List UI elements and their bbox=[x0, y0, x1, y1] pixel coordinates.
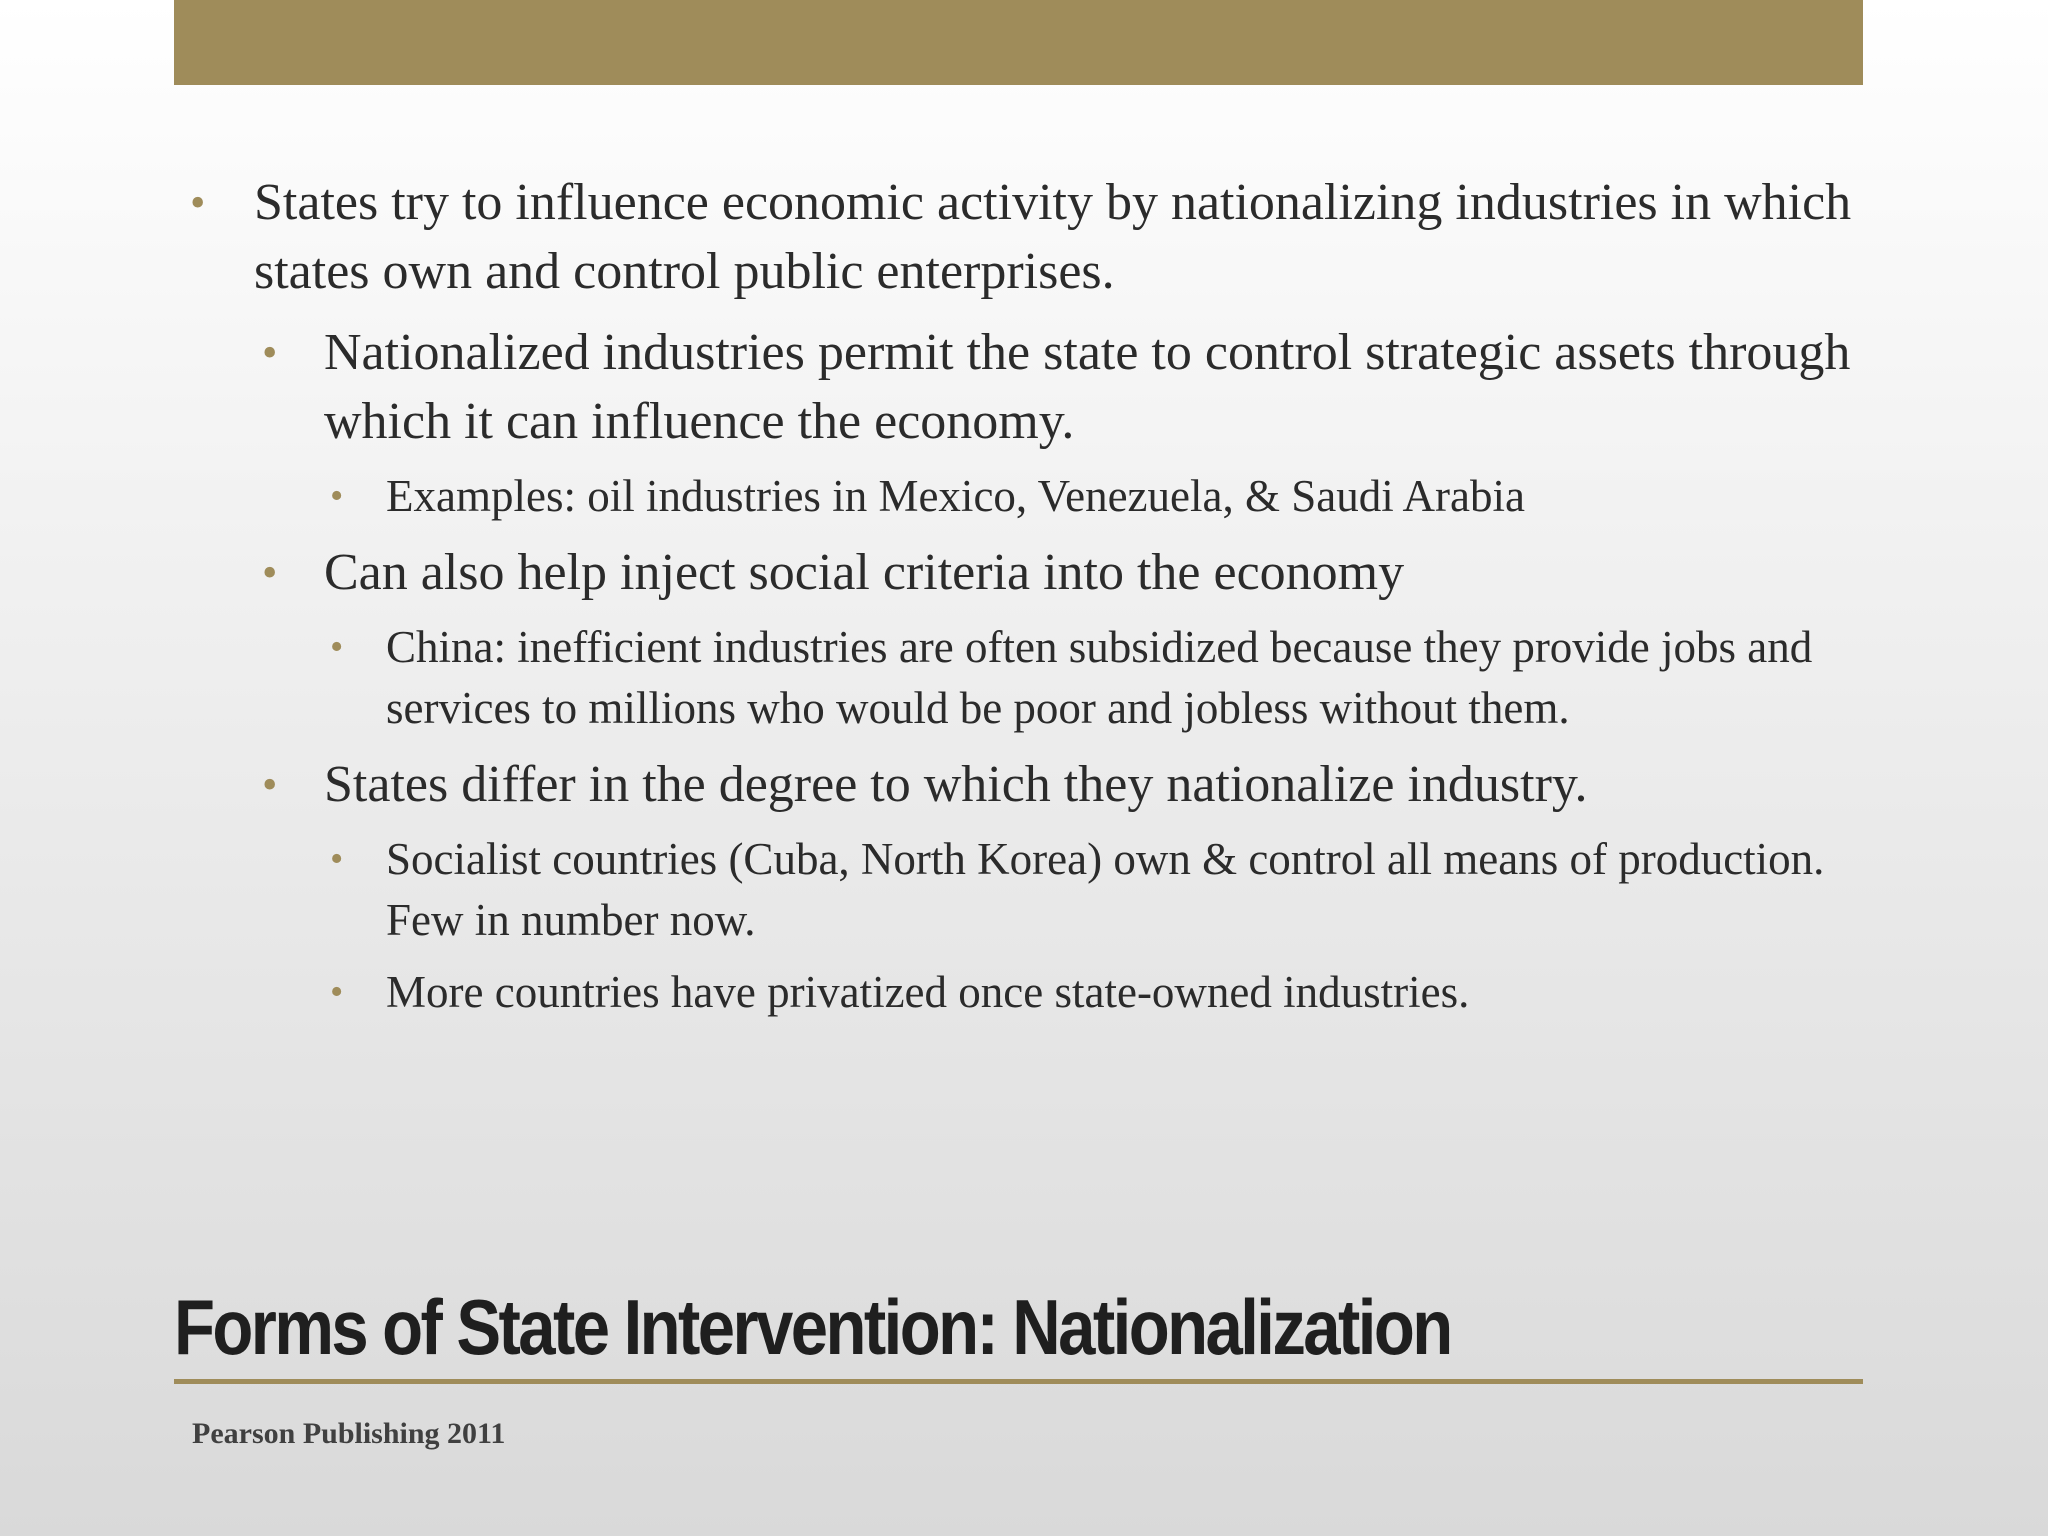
slide-body bbox=[174, 168, 1863, 1034]
bullet-dot-icon: • bbox=[330, 475, 344, 517]
bullet-level-1 bbox=[174, 168, 1863, 306]
bullet-level-2 bbox=[174, 318, 1863, 456]
bullet-text: Socialist countries (Cuba, North Korea) own & control all means of production. Few in number now. bbox=[386, 834, 1825, 945]
bullet-level-2 bbox=[174, 538, 1863, 607]
slide-title: Forms of State Intervention: Nationalization bbox=[174, 1283, 1451, 1371]
bullet-text: Nationalized industries permit the state to control strategic assets through which it can influence the economy. bbox=[324, 324, 1851, 450]
bullet-dot-icon: • bbox=[262, 328, 278, 377]
top-accent-bar bbox=[174, 0, 1863, 85]
bullet-text: States differ in the degree to which they nationalize industry. bbox=[324, 756, 1588, 813]
bullet-text: States try to influence economic activity by nationalizing industries in which states own and control public enterprises. bbox=[254, 174, 1852, 300]
bullet-dot-icon: • bbox=[262, 548, 278, 597]
bullet-level-2 bbox=[174, 750, 1863, 819]
bullet-level-3 bbox=[174, 829, 1863, 951]
bullet-level-3 bbox=[174, 466, 1863, 527]
bullet-text: Can also help inject social criteria into the economy bbox=[324, 544, 1405, 601]
bullet-text: China: inefficient industries are often subsidized because they provide jobs and services to millions who would be poor and jobless without them. bbox=[386, 622, 1813, 733]
bullet-dot-icon: • bbox=[262, 760, 278, 809]
bullet-text: Examples: oil industries in Mexico, Venezuela, & Saudi Arabia bbox=[386, 471, 1525, 521]
footer-credit: Pearson Publishing 2011 bbox=[192, 1417, 506, 1450]
bullet-level-3 bbox=[174, 962, 1863, 1023]
title-underline bbox=[174, 1379, 1863, 1384]
bullet-dot-icon: • bbox=[330, 838, 344, 880]
bullet-dot-icon: • bbox=[330, 971, 344, 1013]
bullet-text: More countries have privatized once state-owned industries. bbox=[386, 967, 1470, 1017]
bullet-dot-icon: • bbox=[190, 178, 206, 227]
bullet-level-3 bbox=[174, 617, 1863, 739]
bullet-dot-icon: • bbox=[330, 626, 344, 668]
